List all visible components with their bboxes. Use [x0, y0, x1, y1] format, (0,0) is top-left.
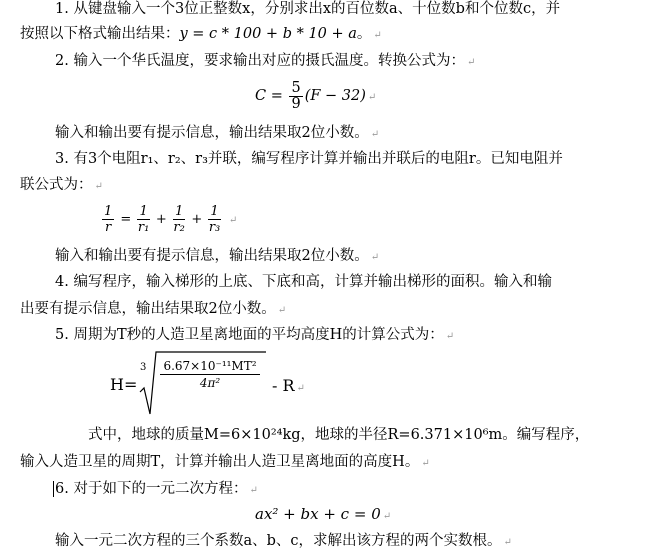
problem-2-text: 2. 输入一个华氏温度，要求输出对应的摄氏温度。转换公式为：: [55, 53, 465, 69]
problem-5-text-3: 输入人造卫星的周期T，计算并输出人造卫星离地面的高度H。: [20, 454, 420, 470]
paragraph-mark-icon: ↵: [466, 57, 476, 68]
fraction-1-over-r3: [208, 204, 220, 235]
fraction-denominator: r₃: [208, 220, 221, 235]
root-fraction: [160, 358, 260, 391]
formula-rhs: (F − 32): [304, 88, 366, 104]
fraction-numerator: 1: [210, 204, 219, 219]
problem-1-line-1: [55, 0, 560, 18]
fraction-1-over-r1: [137, 204, 149, 235]
paragraph-mark-icon: ↵: [249, 485, 258, 496]
equals-sign: =: [120, 212, 132, 227]
problem-3-line-2: [20, 176, 103, 196]
problem-3-formula: [100, 200, 237, 240]
problem-1-text-2: 按照以下格式输出结果：: [20, 26, 180, 42]
problem-2-note: [55, 124, 379, 144]
problem-6-text: 6. 对于如下的一元二次方程：: [55, 481, 248, 497]
problem-3-text: 3. 有3个电阻r₁、r₂、r₃并联，编写程序计算并输出并联后的电阻r。已知电阻并: [55, 151, 563, 167]
formula-lhs: C =: [255, 88, 288, 104]
fraction-denominator: r₁: [137, 220, 150, 235]
problem-5-text: 5. 周期为T秒的人造卫星离地面的平均高度H的计算公式为：: [55, 327, 444, 343]
problem-6-line-1: [55, 480, 258, 500]
fraction-denominator: r₂: [173, 220, 185, 235]
problem-6-text-2: 输入一元二次方程的三个系数a、b、c，求解出该方程的两个实数根。: [55, 533, 502, 549]
paragraph-mark-icon: ↵: [421, 458, 430, 469]
problem-1-line-2: [20, 25, 382, 45]
problem-1-text: 1. 从键盘输入一个3位正整数x，分别求出x的百位数a、十位数b和个位数c，并: [55, 1, 561, 17]
root-index: 3: [140, 362, 147, 373]
problem-3-note-text: 输入和输出要有提示信息，输出结果取2位小数。: [55, 248, 369, 264]
paragraph-mark-icon: ↵: [445, 331, 455, 342]
plus-sign: +: [191, 212, 203, 227]
fraction-numerator: 5: [291, 79, 301, 96]
problem-2-line-1: [55, 52, 475, 72]
problem-5-text-2: 式中，地球的质量M=6×10²⁴kg，地球的半径R=6.371×10⁶m。编写程序，: [88, 427, 590, 443]
fraction-denominator: 9: [291, 95, 301, 112]
plus-sign: +: [155, 212, 167, 227]
problem-5-line-3: [20, 453, 430, 473]
fraction-numerator: 1: [104, 204, 113, 219]
fraction-1-over-r2: [173, 204, 185, 235]
paragraph-mark-icon: ↵: [373, 30, 382, 41]
formula-fraction: [289, 81, 302, 112]
problem-3-text-2: 联公式为：: [20, 177, 93, 193]
problem-5-line-1: [55, 326, 454, 346]
problem-5-line-2: [88, 426, 589, 444]
paragraph-mark-icon: ↵: [277, 305, 287, 316]
paragraph-mark-icon: ↵: [228, 215, 238, 226]
text-cursor: [53, 481, 54, 497]
fraction-denominator: 4π²: [199, 376, 221, 390]
formula-minus-r: [272, 377, 305, 398]
paragraph-mark-icon: ↵: [382, 511, 392, 522]
fraction-numerator: 6.67×10⁻¹¹MT²: [160, 358, 260, 375]
problem-4-text-2: 出要有提示信息，输出结果取2位小数。: [20, 301, 276, 317]
problem-4-text: 4. 编写程序，输入梯形的上底、下底和高，计算并输出梯形的面积。输入和输: [55, 274, 552, 290]
problem-4-line-1: [55, 273, 552, 291]
problem-2-formula: [255, 78, 376, 114]
quadratic-equation: ax² + bx + c = 0: [255, 505, 381, 523]
problem-3-line-1: [55, 150, 563, 168]
paragraph-mark-icon: ↵: [370, 252, 380, 263]
problem-1-period: 。: [356, 26, 372, 42]
fraction-1-over-r: [102, 204, 114, 235]
fraction-numerator: 1: [174, 204, 184, 219]
fraction-denominator: r: [105, 220, 112, 235]
paragraph-mark-icon: ↵: [370, 129, 380, 140]
paragraph-mark-icon: ↵: [367, 92, 377, 103]
problem-2-note-text: 输入和输出要有提示信息，输出结果取2位小数。: [55, 125, 369, 141]
formula-h-label: H=: [110, 375, 138, 394]
problem-3-note: [55, 247, 379, 267]
paragraph-mark-icon: ↵: [503, 537, 512, 548]
paragraph-mark-icon: ↵: [296, 383, 305, 394]
problem-4-line-2: [20, 300, 286, 320]
problem-6-line-2: [55, 532, 512, 552]
problem-1-formula: y = c * 100 + b * 10 + a: [179, 26, 357, 42]
problem-6-formula: [255, 505, 391, 526]
formula-tail: - R: [272, 376, 295, 395]
paragraph-mark-icon: ↵: [94, 181, 103, 192]
fraction-numerator: 1: [139, 204, 148, 219]
